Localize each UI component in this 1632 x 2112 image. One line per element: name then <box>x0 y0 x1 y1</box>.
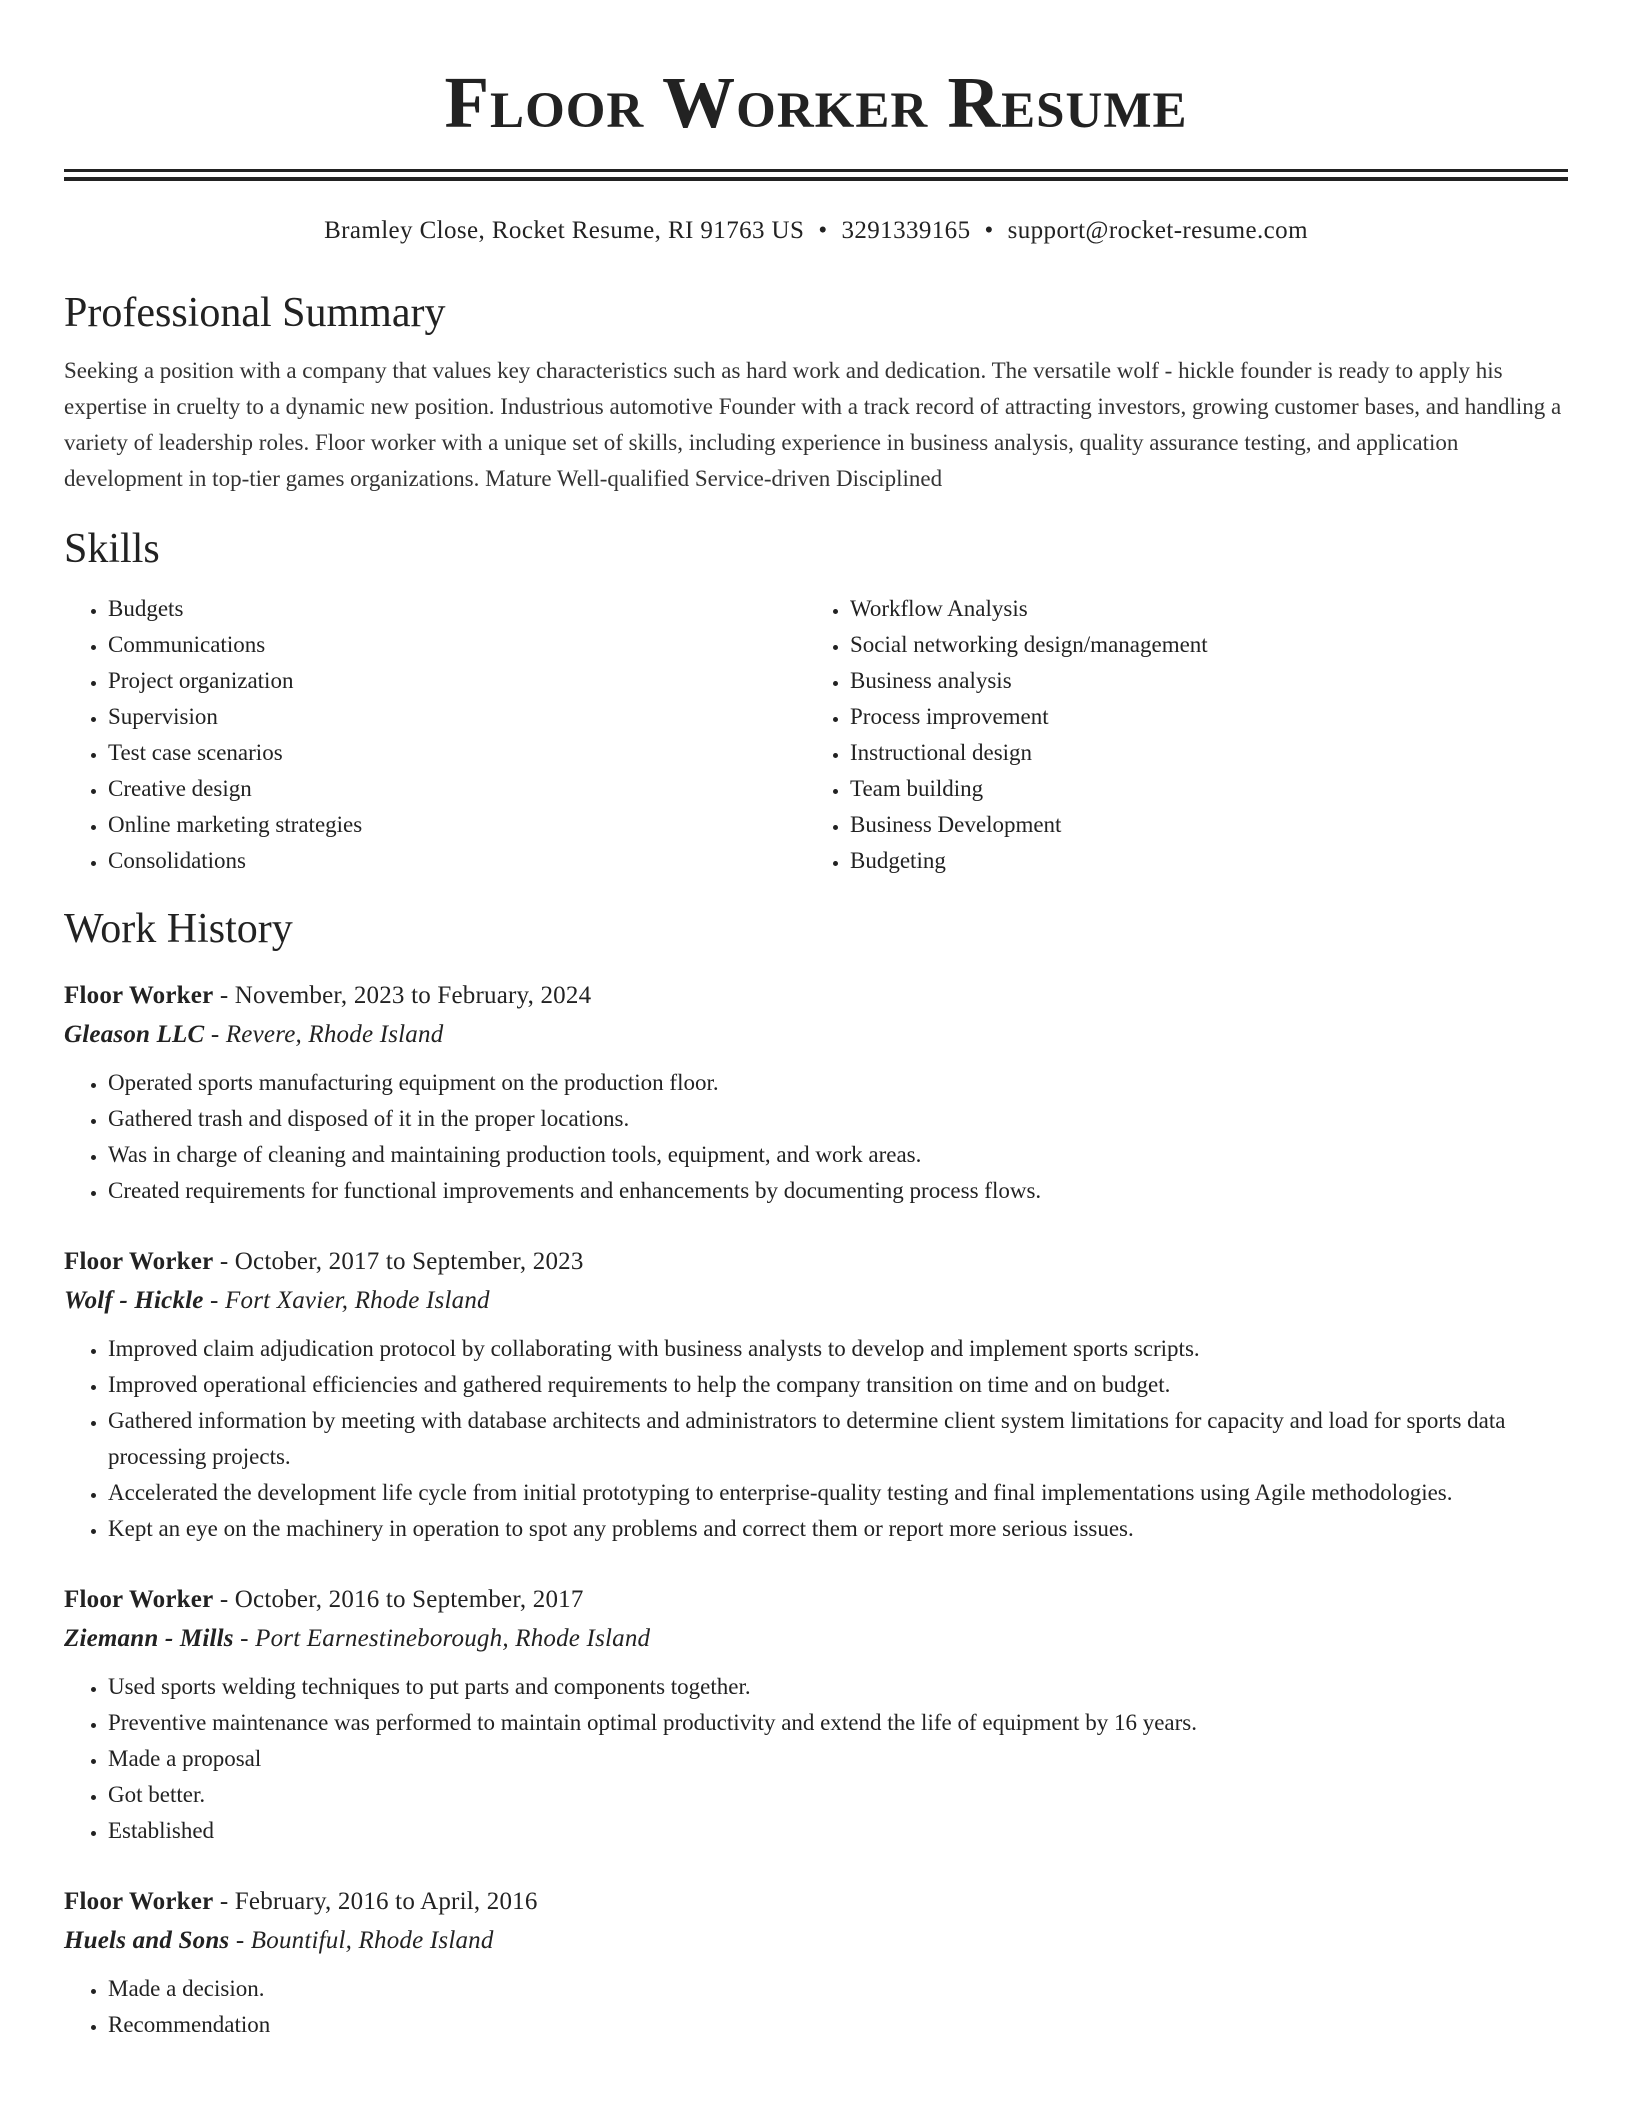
job-bullet: • Made a proposal <box>108 1741 1568 1777</box>
skill-item: • Instructional design <box>850 735 1548 771</box>
job-bullet: • Created requirements for functional improvements and enhancements by documenting process flows. <box>108 1173 1568 1209</box>
title-rule-bottom <box>64 177 1568 181</box>
contact-separator: • <box>984 217 994 244</box>
job-bullet: • Improved claim adjudication protocol by collaborating with business analysts to develop and implement sports scripts. <box>108 1331 1568 1367</box>
job-dates: - February, 2016 to April, 2016 <box>213 1888 538 1915</box>
skill-item: • Online marketing strategies <box>108 807 806 843</box>
job-bullet: • Used sports welding techniques to put parts and components together. <box>108 1669 1568 1705</box>
job-dates: - November, 2023 to February, 2024 <box>213 982 592 1009</box>
job-title: Floor Worker <box>64 1586 214 1613</box>
job-bullet: • Operated sports manufacturing equipment on the production floor. <box>108 1065 1568 1101</box>
job-title: Floor Worker <box>64 1248 214 1275</box>
job-bullet: • Gathered information by meeting with database architects and administrators to determine client system limitations for capacity and load for sports data processing projects. <box>108 1403 1568 1475</box>
skill-item: • Workflow Analysis <box>850 591 1548 627</box>
skills-column-left <box>64 591 806 879</box>
skill-item: • Project organization <box>108 663 806 699</box>
job-bullet: • Recommendation <box>108 2007 1568 2043</box>
job-dates: - October, 2016 to September, 2017 <box>213 1586 584 1613</box>
job-bullets <box>64 1971 1568 2043</box>
resume-title: Floor Worker Resume <box>444 62 1188 143</box>
job-bullet: • Gathered trash and disposed of it in the proper locations. <box>108 1101 1568 1137</box>
job-company: Gleason LLC <box>64 1021 205 1048</box>
skill-item: • Supervision <box>108 699 806 735</box>
job-title: Floor Worker <box>64 982 214 1009</box>
skills-list <box>64 591 1568 879</box>
title-rule-top <box>64 169 1568 172</box>
skill-item: • Budgeting <box>850 843 1548 879</box>
job-company-line <box>64 1619 1568 1659</box>
job-bullet: • Improved operational efficiencies and gathered requirements to help the company transition on time and on budget. <box>108 1367 1568 1403</box>
job-company-line <box>64 1281 1568 1321</box>
job-entry <box>64 1581 1568 1849</box>
job-entry <box>64 1883 1568 2043</box>
job-bullets <box>64 1669 1568 1849</box>
job-location: - Revere, Rhode Island <box>204 1021 444 1048</box>
skill-item: • Budgets <box>108 591 806 627</box>
skill-item: • Consolidations <box>108 843 806 879</box>
job-header <box>64 1581 1568 1619</box>
job-company: Ziemann - Mills <box>64 1625 234 1652</box>
job-title: Floor Worker <box>64 1888 214 1915</box>
job-bullet: • Got better. <box>108 1777 1568 1813</box>
job-bullet: • Was in charge of cleaning and maintaining production tools, equipment, and work areas. <box>108 1137 1568 1173</box>
skill-item: • Social networking design/management <box>850 627 1548 663</box>
skills-heading: Skills <box>64 526 160 572</box>
job-bullet: • Accelerated the development life cycle from initial prototyping to enterprise-quality testing and final implementations using Agile methodologies. <box>108 1475 1568 1511</box>
job-header <box>64 1243 1568 1281</box>
skill-item: • Creative design <box>108 771 806 807</box>
skills-column-right <box>806 591 1548 879</box>
job-bullet: • Preventive maintenance was performed to maintain optimal productivity and extend the life of equipment by 16 years. <box>108 1705 1568 1741</box>
skill-item: • Test case scenarios <box>108 735 806 771</box>
resume-page <box>64 0 1568 2043</box>
work-history-heading: Work History <box>64 906 293 952</box>
skill-item: • Communications <box>108 627 806 663</box>
contact-email: support@rocket-resume.com <box>1007 217 1308 244</box>
job-location: - Port Earnestineborough, Rhode Island <box>233 1625 651 1652</box>
contact-separator: • <box>818 217 828 244</box>
contact-line <box>64 215 1568 247</box>
job-entry <box>64 1243 1568 1547</box>
summary-text: Seeking a position with a company that values key characteristics such as hard work and dedication. The versatile wolf - hickle founder is ready to apply his expertise in cruelty to a dynamic new position. Industrious automotive Founder with a track record of attracting investors, growing customer bases, and handling a variety of leadership roles. Floor worker with a unique set of skills, including experience in business analysis, quality assurance testing, and application development in top-tier games organizations. Mature Well-qualified Service-driven Disciplined <box>64 358 1562 491</box>
job-location: - Bountiful, Rhode Island <box>229 1927 494 1954</box>
contact-phone: 3291339165 <box>841 217 971 244</box>
skill-item: • Process improvement <box>850 699 1548 735</box>
job-company: Huels and Sons <box>64 1927 230 1954</box>
job-bullet: • Established <box>108 1813 1568 1849</box>
job-header <box>64 977 1568 1015</box>
summary-heading: Professional Summary <box>64 290 446 336</box>
job-dates: - October, 2017 to September, 2023 <box>213 1248 584 1275</box>
job-entry <box>64 977 1568 1209</box>
job-company-line <box>64 1015 1568 1055</box>
job-company-line <box>64 1921 1568 1961</box>
job-bullet: • Made a decision. <box>108 1971 1568 2007</box>
job-header <box>64 1883 1568 1921</box>
skill-item: • Team building <box>850 771 1548 807</box>
skill-item: • Business Development <box>850 807 1548 843</box>
contact-address: Bramley Close, Rocket Resume, RI 91763 US <box>324 217 805 244</box>
job-bullets <box>64 1331 1568 1547</box>
job-company: Wolf - Hickle <box>64 1287 204 1314</box>
skill-item: • Business analysis <box>850 663 1548 699</box>
job-location: - Fort Xavier, Rhode Island <box>203 1287 490 1314</box>
job-bullet: • Kept an eye on the machinery in operation to spot any problems and correct them or report more serious issues. <box>108 1511 1568 1547</box>
job-bullets <box>64 1065 1568 1209</box>
